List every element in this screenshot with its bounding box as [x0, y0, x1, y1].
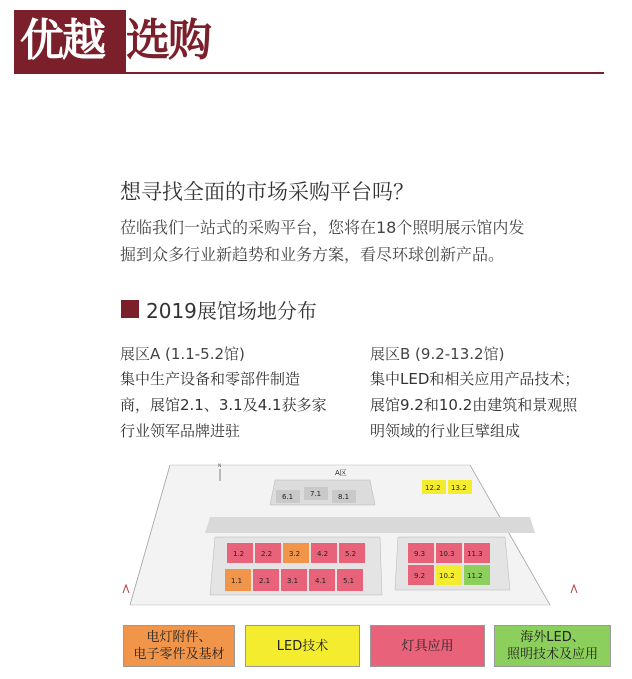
zone-b-line-1: 集中LED和相关应用产品技术；: [370, 370, 580, 388]
intro-line-2: 掘到众多行业新趋势和业务方案，看尽环球创新产品。: [120, 245, 505, 264]
hall-4-2-label: 4.2: [317, 550, 329, 558]
hall-11-3-label: 11.3: [467, 550, 483, 558]
hall-3-2-label: 3.2: [289, 550, 301, 558]
hall-2-2-label: 2.2: [261, 550, 273, 558]
zone-a-description: [120, 366, 327, 444]
zone-a-line-2: 商，展馆2.1、3.1及4.1获多家: [120, 396, 327, 414]
legend-led: [245, 625, 360, 667]
hall-1-1-label: 1.1: [231, 577, 243, 585]
hall-8-1-label: 8.1: [338, 493, 350, 501]
legend-accessories: [123, 625, 235, 667]
map-north-label: N: [218, 464, 222, 469]
hall-6-1-label: 6.1: [282, 493, 294, 501]
hall-12-2-label: 12.2: [425, 484, 441, 492]
hall-3-1-label: 3.1: [287, 577, 299, 585]
map-area-label: A区: [335, 469, 347, 477]
legend-luminaires: [370, 625, 485, 667]
header-divider: [14, 72, 604, 74]
zone-b-line-3: 明领域的行业巨擘组成: [370, 422, 521, 440]
hall-9-3-label: 9.3: [414, 550, 426, 558]
page-title-part1: 优越: [20, 15, 104, 66]
hall-10-2-label: 10.2: [439, 572, 455, 580]
venue-map: [110, 455, 590, 615]
map-central-walkway: [205, 517, 535, 533]
legend-accessories-line1: 电灯附件、: [146, 630, 212, 645]
hall-7-1-label: 7.1: [310, 490, 322, 498]
hall-5-1-label: 5.1: [343, 577, 355, 585]
intro-line-1: 莅临我们一站式的采购平台，您将在18个照明展示馆内发: [120, 218, 525, 237]
section-bullet-icon: [121, 300, 139, 318]
legend-luminaires-line1: 灯具应用: [401, 638, 454, 654]
legend-overseas: [494, 625, 611, 667]
entrance-right-icon: [571, 585, 577, 593]
hall-10-3-label: 10.3: [439, 550, 455, 558]
zone-b-title: 展区B (9.2-13.2馆): [370, 345, 505, 363]
zone-a-line-1: 集中生产设备和零部件制造: [120, 370, 301, 388]
page-title-part2: 选购: [126, 15, 210, 66]
zone-b-description: [370, 366, 579, 444]
hall-4-1-label: 4.1: [315, 577, 327, 585]
zone-a-line-3: 行业领军品牌进驻: [120, 422, 241, 440]
hall-1-2-label: 1.2: [233, 550, 245, 558]
hall-2-1-label: 2.1: [259, 577, 271, 585]
hall-11-2-label: 11.2: [467, 572, 483, 580]
legend-overseas-line2: 照明技术及应用: [506, 647, 598, 662]
hall-5-2-label: 5.2: [345, 550, 357, 558]
zone-b-line-2: 展馆9.2和10.2由建筑和景观照: [370, 396, 578, 414]
legend-accessories-line2: 电子零件及基材: [133, 647, 225, 662]
entrance-left-icon: [123, 585, 129, 593]
intro-question: 想寻找全面的市场采购平台吗？: [120, 180, 414, 204]
legend-overseas-line1: 海外LED、: [520, 630, 585, 645]
section-title: 2019展馆场地分布: [146, 299, 317, 323]
zone-a-title: 展区A (1.1-5.2馆): [120, 345, 245, 363]
hall-9-2-label: 9.2: [414, 572, 426, 580]
legend-led-line1: LED技术: [276, 638, 329, 654]
hall-13-2-label: 13.2: [451, 484, 467, 492]
